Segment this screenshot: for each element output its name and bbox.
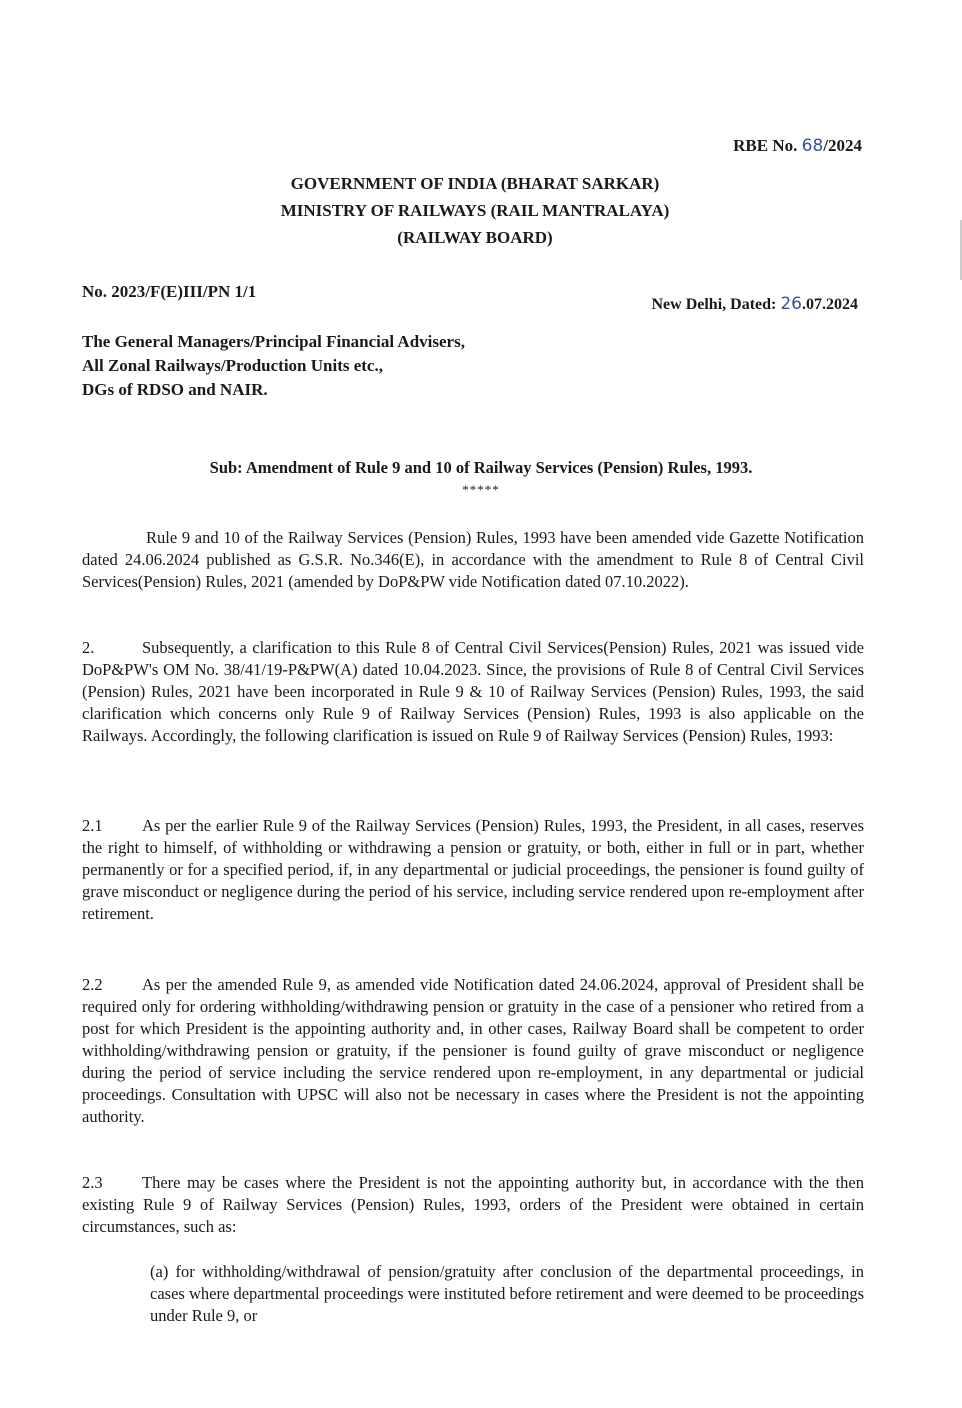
paragraph-text: Rule 9 and 10 of the Railway Services (Pension) Rules, 1993 have been amended vide Gazette Notification dated 24.06.2024 published as G.S.R. No.346(E), in accordance with the amendment to Rule 8 of Central Civil Services(Pension) Rules, 2021 (amended by DoP&PW vide Notification dated 07.10.2022). <box>82 528 864 591</box>
rbe-handwritten-number: 68 <box>801 136 824 156</box>
paragraph-text: As per the amended Rule 9, as amended vide Notification dated 24.06.2024, approval of President shall be required only for ordering withholding/withdrawing pension or gratuity in the case of a pensioner who retired from a post for which President is the appointing authority and, in other cases, Railway Board shall be competent to order withholding/withdrawing pension or gratuity, if the pensioner is found guilty of grave misconduct or negligence during the period of service including the service rendered upon re-employment, in any departmental or judicial proceedings. Consultation with UPSC will also not be necessary in cases where the President is not the appointing authority. <box>82 975 864 1126</box>
paragraph-number: 2.1 <box>82 816 103 835</box>
paragraph-number: 2. <box>82 638 95 657</box>
letterhead-line: (RAILWAY BOARD) <box>397 228 553 247</box>
addressee-line: DGs of RDSO and NAIR. <box>82 380 268 399</box>
letterhead-line: MINISTRY OF RAILWAYS (RAIL MANTRALAYA) <box>280 201 670 220</box>
letterhead-line: GOVERNMENT OF INDIA (BHARAT SARKAR) <box>290 174 660 193</box>
separator-stars: ***** <box>462 482 500 497</box>
paragraph-2-2 <box>82 974 864 1128</box>
subject-line: Sub: Amendment of Rule 9 and 10 of Railway Services (Pension) Rules, 1993. <box>209 458 753 477</box>
date-prefix: New Delhi, Dated: <box>651 296 777 313</box>
date-handwritten-day: 26 <box>780 294 802 314</box>
addressees <box>82 330 465 402</box>
paragraph-text: There may be cases where the President is not the appointing authority but, in accordance with the then existing Rule 9 of Railway Services (Pension) Rules, 1993, orders of the President were obtained in certain circumstances, such as: <box>82 1173 864 1236</box>
paragraph-2 <box>82 637 864 747</box>
paragraph-1 <box>82 527 864 593</box>
paragraph-text: Subsequently, a clarification to this Rule 8 of Central Civil Services(Pension) Rules, 2021 was issued vide DoP&PW's OM No. 38/41/19-P&PW(A) dated 10.04.2023. Since, the provisions of Rule 8 of Central Civil Services (Pension) Rules, 2021 have been incorporated in Rule 9 & 10 of Railway Services (Pension) Rules, 1993, the said clarification which concerns only Rule 9 of Railway Services (Pension) Rules, 1993 is also applicable on the Railways. Accordingly, the following clarification is issued on Rule 9 of Railway Services (Pension) Rules, 1993: <box>82 638 864 745</box>
subitem-text: (a) for withholding/withdrawal of pension/gratuity after conclusion of the departmental proceedings, in cases where departmental proceedings were instituted before retirement and were deemed to be proceedings under Rule 9, or <box>150 1262 864 1325</box>
addressee-line: The General Managers/Principal Financial Advisers, <box>82 332 465 351</box>
subitem-a <box>150 1261 864 1327</box>
date-suffix: .07.2024 <box>802 296 858 313</box>
rbe-prefix: RBE No. <box>733 136 798 155</box>
letterhead <box>0 170 950 251</box>
file-number: No. 2023/F(E)III/PN 1/1 <box>82 282 257 301</box>
paragraph-number: 2.2 <box>82 975 103 994</box>
rbe-suffix: /2024 <box>823 136 862 155</box>
date-line <box>651 294 858 314</box>
paragraph-2-3 <box>82 1172 864 1238</box>
paragraph-2-1 <box>82 815 864 925</box>
paragraph-text: As per the earlier Rule 9 of the Railway Services (Pension) Rules, 1993, the President, in all cases, reserves the right to himself, of withholding or withdrawing a pension or gratuity, or both, either in full or in part, whether permanently or for a specified period, if, in any departmental or judicial proceedings, the pensioner is found guilty of grave misconduct or negligence during the period of his service, including service rendered upon re-employment after retirement. <box>82 816 864 923</box>
paragraph-number: 2.3 <box>82 1173 103 1192</box>
addressee-line: All Zonal Railways/Production Units etc., <box>82 356 383 375</box>
rbe-number <box>733 136 862 156</box>
